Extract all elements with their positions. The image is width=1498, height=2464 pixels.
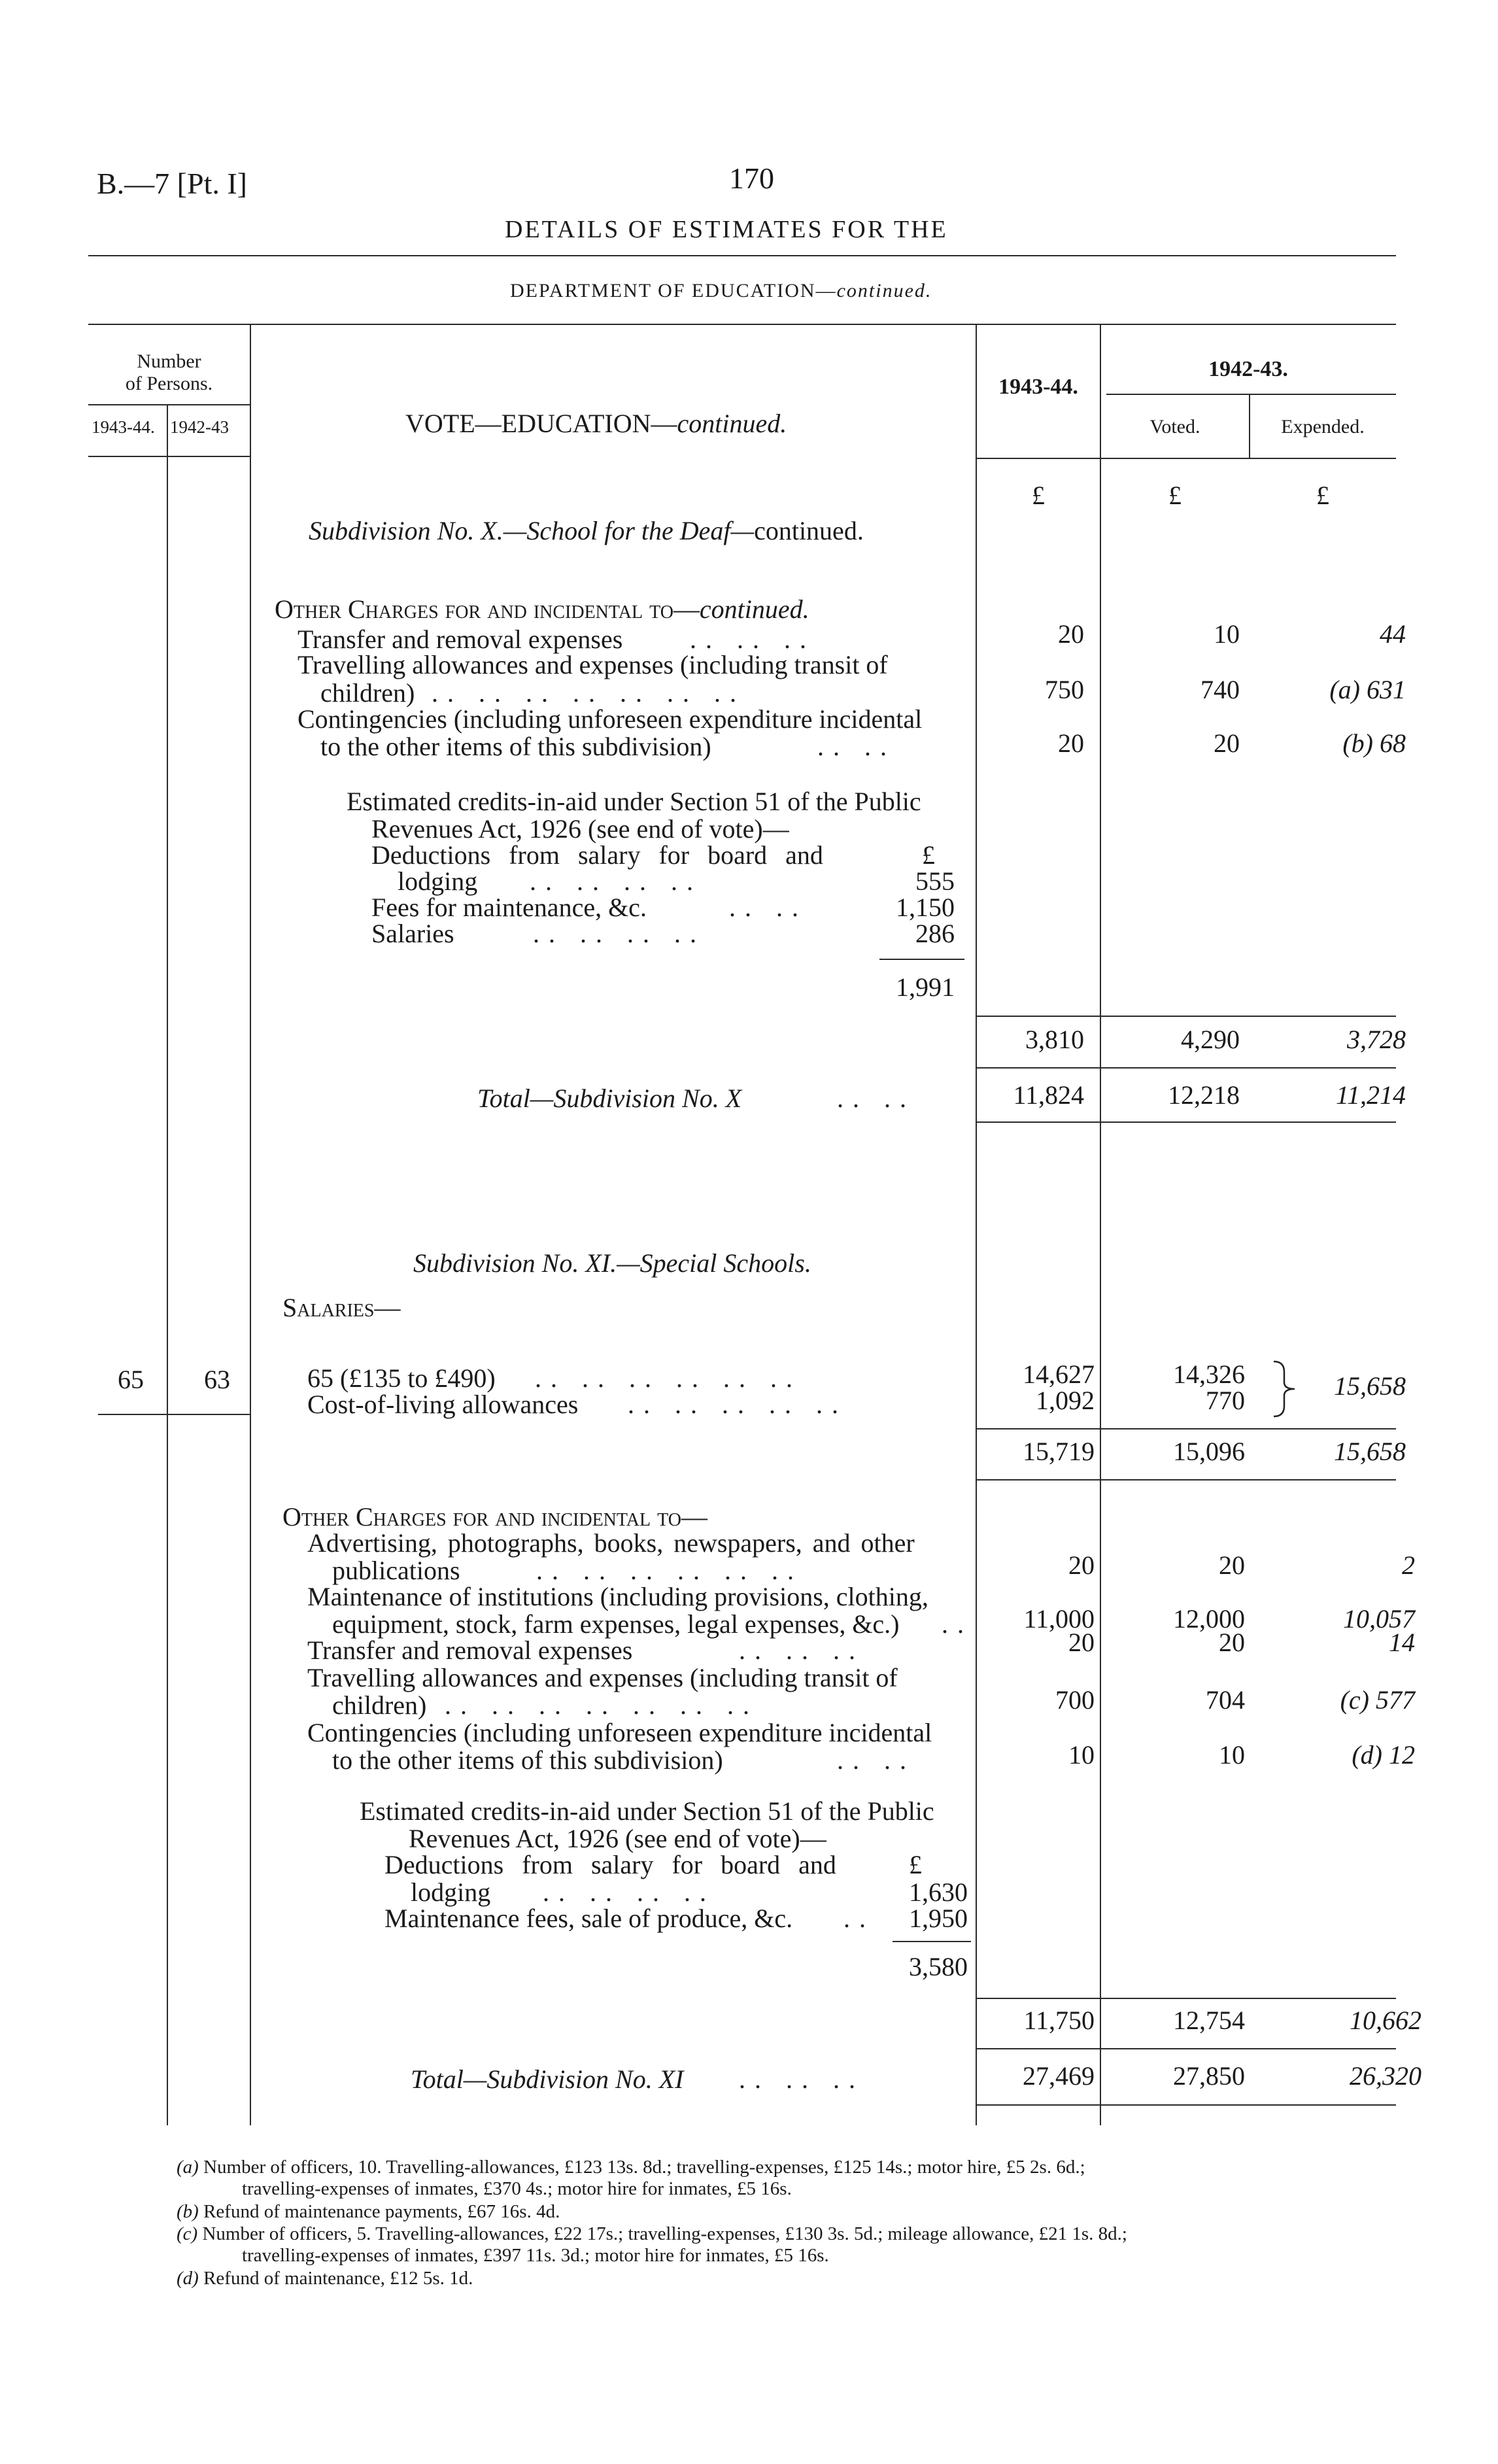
sub10-transfer-expended: 44 — [1380, 619, 1406, 649]
sub10-credit-deductions: Deductions from salary for board and — [371, 840, 823, 870]
sub10-contingencies-expended: (b) 68 — [1342, 728, 1406, 758]
sub10-transfer-1943: 20 — [1058, 619, 1084, 649]
leader-dots: .. .. .. .. .. — [628, 1390, 847, 1419]
sub11-salary-subtotal-1943: 15,719 — [1023, 1437, 1095, 1466]
sub11-contingencies-1943: 10 — [1068, 1740, 1095, 1770]
year-1942-rule — [1106, 394, 1396, 395]
department-heading: DEPARTMENT OF EDUCATION—continued. — [510, 280, 932, 301]
sub10-item-contingencies-cont: to the other items of this subdivision) — [320, 732, 711, 761]
persons-year-1943: 1943-44. — [92, 417, 155, 437]
sub10-credit-salaries: Salaries — [371, 919, 454, 948]
money-header-bottom-rule — [976, 458, 1396, 459]
sub10-subtotal-1943: 3,810 — [1025, 1025, 1084, 1054]
persons-count-rule — [98, 1414, 250, 1415]
title-rule — [88, 255, 1396, 256]
sub11-credits-intro-cont: Revenues Act, 1926 (see end of vote)— — [409, 1824, 826, 1853]
sub10-subtotal-expended: 3,728 — [1347, 1025, 1406, 1054]
sub11-maintenance-1943: 11,000 — [1023, 1604, 1095, 1634]
sub11-contingencies-expended: (d) 12 — [1352, 1740, 1415, 1770]
sub11-transfer-voted: 20 — [1219, 1628, 1245, 1657]
credits-total-rule — [893, 1941, 971, 1942]
sub11-maintenance-voted: 12,000 — [1173, 1604, 1245, 1634]
sub11-item-transfer: Transfer and removal expenses — [307, 1635, 633, 1665]
persons-column-divider — [250, 324, 251, 2125]
sub11-salary-subtotal-bottom-rule — [976, 1479, 1396, 1480]
sub11-travelling-voted: 704 — [1206, 1685, 1245, 1715]
persons-header-rule — [88, 404, 250, 405]
expended-header: Expended. — [1281, 416, 1365, 437]
sub11-credit-deductions: Deductions from salary for board and — [384, 1850, 836, 1879]
sub11-subtotal-1943: 11,750 — [1023, 2006, 1095, 2035]
credits-total-rule — [879, 959, 964, 960]
vote-heading: VOTE—EDUCATION—continued. — [405, 409, 787, 438]
sub10-credit-fees-amount: 1,150 — [896, 893, 955, 922]
persons-count-1943: 65 — [118, 1365, 144, 1394]
persons-count-1942: 63 — [204, 1365, 230, 1394]
year-1942-header: 1942-43. — [1208, 357, 1288, 381]
sub10-item-travelling-cont: children) — [320, 678, 415, 708]
sub10-contingencies-1943: 20 — [1058, 728, 1084, 758]
sub11-item-travelling-cont: children) — [332, 1690, 427, 1720]
sub11-item-travelling: Travelling allowances and expenses (including transit of — [307, 1663, 898, 1692]
sub10-credits-intro-cont: Revenues Act, 1926 (see end of vote)— — [371, 814, 789, 844]
sub11-cost-of-living: Cost-of-living allowances — [307, 1390, 579, 1419]
sub11-transfer-1943: 20 — [1068, 1628, 1095, 1657]
sub11-item-maintenance: Maintenance of institutions (including provisions, clothing, — [307, 1582, 928, 1611]
sub10-credits-intro: Estimated credits-in-aid under Section 51 of the Public — [347, 787, 921, 816]
sub11-item-maintenance-cont: equipment, stock, farm expenses, legal expenses, &c.) — [332, 1609, 900, 1639]
sub11-salary-expended: 15,658 — [1334, 1371, 1406, 1401]
sub11-salary-subtotal-rule — [976, 1428, 1396, 1429]
sub11-salary-subtotal-expended: 15,658 — [1334, 1437, 1406, 1466]
leader-dots: .. .. — [729, 893, 808, 922]
sub11-total-1943: 27,469 — [1023, 2061, 1095, 2091]
sub10-other-charges-heading: Other Charges for and incidental to—continued. — [275, 594, 809, 624]
sub10-credit-deductions-amount: 555 — [915, 866, 955, 896]
sub11-salary-grade-voted: 14,326 — [1173, 1360, 1245, 1389]
leader-dots: .. .. .. .. .. .. .. — [432, 678, 745, 708]
sub11-credits-intro: Estimated credits-in-aid under Section 51 of the Public — [360, 1796, 934, 1826]
sub11-advertising-voted: 20 — [1219, 1550, 1245, 1580]
leader-dots: .. .. .. .. — [530, 866, 702, 896]
sub10-total-bottom-rule — [976, 1121, 1396, 1123]
sub11-travelling-expended: (c) 577 — [1340, 1685, 1415, 1715]
sub11-salary-subtotal-voted: 15,096 — [1173, 1437, 1245, 1466]
pound-sign-1943: £ — [1032, 481, 1045, 510]
sub10-travelling-voted: 740 — [1200, 675, 1240, 704]
estimate-column-left-rule — [976, 324, 977, 2125]
sub10-item-transfer: Transfer and removal expenses — [298, 625, 623, 654]
sub11-cost-of-living-voted: 770 — [1206, 1386, 1245, 1415]
leader-dots: .. .. .. — [739, 2064, 864, 2094]
leader-dots: .. .. .. — [739, 1635, 864, 1665]
sub11-item-advertising-cont: publications — [332, 1556, 460, 1585]
sub10-credits-total: 1,991 — [896, 972, 955, 1002]
sub11-total-label: Total—Subdivision No. XI — [411, 2064, 684, 2094]
footnote-b: (b) Refund of maintenance payments, £67 16s. 4d. — [177, 2201, 560, 2222]
sub11-salary-grade-1943: 14,627 — [1023, 1360, 1095, 1389]
sub10-credit-salaries-amount: 286 — [915, 919, 955, 948]
sub11-subtotal-top-rule — [976, 1998, 1396, 1999]
subdivision-xi-heading: Subdivision No. XI.—Special Schools. — [413, 1248, 811, 1278]
page-title: DETAILS OF ESTIMATES FOR THE — [505, 216, 948, 243]
sub10-total-label: Total—Subdivision No. X — [477, 1084, 742, 1113]
leader-dots: .. .. — [837, 1084, 915, 1113]
voted-header: Voted. — [1149, 416, 1200, 437]
sub11-credits-total: 3,580 — [909, 1952, 968, 1981]
sub11-subtotal-expended: 10,662 — [1350, 2006, 1421, 2035]
subdivision-x-heading: Subdivision No. X.—School for the Deaf—continued. — [309, 516, 864, 545]
sub10-total-expended: 11,214 — [1335, 1080, 1406, 1110]
sub11-advertising-expended: 2 — [1402, 1550, 1415, 1580]
sub11-credit-maintenance-fees-amount: 1,950 — [909, 1904, 968, 1933]
footnote-d: (d) Refund of maintenance, £12 5s. 1d. — [177, 2268, 473, 2289]
sub11-credit-deductions-cont: lodging — [411, 1877, 491, 1907]
leader-dots: .. .. .. .. — [533, 919, 706, 948]
leader-dots: .. .. — [837, 1745, 915, 1775]
sub11-item-contingencies: Contingencies (including unforeseen expenditure incidental — [307, 1718, 932, 1747]
sub10-transfer-voted: 10 — [1214, 619, 1240, 649]
sub10-total-1943: 11,824 — [1013, 1080, 1084, 1110]
persons-year-1942: 1942-43 — [170, 417, 229, 437]
leader-dots: .. .. .. — [690, 625, 815, 654]
leader-dots: .. .. .. .. .. .. — [536, 1556, 803, 1585]
sub10-subtotal-top-rule — [976, 1016, 1396, 1017]
sub10-subtotal-voted: 4,290 — [1181, 1025, 1240, 1054]
page-number: 170 — [729, 162, 774, 195]
leader-dots: .. — [843, 1904, 875, 1933]
sub10-item-travelling: Travelling allowances and expenses (including transit of — [298, 650, 888, 679]
sub11-travelling-1943: 700 — [1055, 1685, 1095, 1715]
footnote-c: (c) Number of officers, 5. Travelling-allowances, £22 17s.; travelling-expenses, £130 3s. 5d.; mileage allowance, £21 1s. 8d.; travelling-expenses of inmates, £397 11s. 3d.; motor hire for inmates, £5 16s. — [177, 2223, 1127, 2267]
pound-sign-expended: £ — [1316, 481, 1329, 510]
leader-dots: .. .. .. .. .. .. .. — [445, 1690, 758, 1720]
credits-pound-sign: £ — [922, 840, 935, 870]
sub10-total-voted: 12,218 — [1168, 1080, 1240, 1110]
sub11-subtotal-voted: 12,754 — [1173, 2006, 1245, 2035]
pound-sign-voted: £ — [1168, 481, 1182, 510]
sub11-total-voted: 27,850 — [1173, 2061, 1245, 2091]
document-reference: B.—7 [Pt. I] — [97, 167, 247, 200]
sub11-cost-of-living-1943: 1,092 — [1036, 1386, 1095, 1415]
sub11-credit-deductions-amount: 1,630 — [909, 1877, 968, 1907]
sub11-transfer-expended: 14 — [1389, 1628, 1415, 1657]
sub11-salaries-heading: Salaries— — [282, 1293, 401, 1322]
leader-dots: .. .. .. .. .. .. — [535, 1363, 802, 1393]
sub11-advertising-1943: 20 — [1068, 1550, 1095, 1580]
leader-dots: .. .. .. .. — [543, 1877, 715, 1907]
sub10-item-contingencies: Contingencies (including unforeseen expenditure incidental — [298, 704, 923, 734]
sub11-maintenance-expended: 10,057 — [1343, 1604, 1415, 1634]
persons-header-bottom-rule — [88, 456, 250, 457]
leader-dots: .. — [942, 1609, 973, 1639]
sub11-item-advertising: Advertising, photographs, books, newspapers, and other — [307, 1528, 915, 1558]
right-brace-icon — [1270, 1359, 1299, 1419]
sub10-travelling-1943: 750 — [1045, 675, 1084, 704]
persons-title-line1: Number — [137, 351, 201, 372]
persons-title-line2: of Persons. — [125, 373, 213, 394]
sub10-contingencies-voted: 20 — [1214, 728, 1240, 758]
persons-year-divider — [167, 404, 168, 2125]
sub10-total-top-rule — [976, 1067, 1396, 1069]
sub11-total-top-rule — [976, 2048, 1396, 2049]
sub11-salary-grade: 65 (£135 to £490) — [307, 1363, 496, 1393]
sub11-other-charges-heading: Other Charges for and incidental to— — [282, 1502, 707, 1531]
sub10-credit-deductions-cont: lodging — [398, 866, 478, 896]
sub11-total-expended: 26,320 — [1350, 2061, 1421, 2091]
table-top-rule — [88, 324, 1396, 325]
voted-column-left-rule — [1100, 324, 1101, 2125]
leader-dots: .. .. — [817, 732, 896, 761]
sub11-contingencies-voted: 10 — [1219, 1740, 1245, 1770]
sub11-item-contingencies-cont: to the other items of this subdivision) — [332, 1745, 723, 1775]
footnote-a: (a) Number of officers, 10. Travelling-allowances, £123 13s. 8d.; travelling-expenses, £125 14s.; motor hire, £5 2s. 6d.; travelling-expenses of inmates, £370 4s.; motor hire for inmates, £5 16s. — [177, 2157, 1085, 2200]
sub10-travelling-expended: (a) 631 — [1329, 675, 1406, 704]
sub10-credit-fees: Fees for maintenance, &c. — [371, 893, 647, 922]
sub11-credit-maintenance-fees: Maintenance fees, sale of produce, &c. — [384, 1904, 793, 1933]
year-1943-header: 1943-44. — [998, 375, 1078, 399]
credits-pound-sign: £ — [909, 1850, 922, 1879]
sub11-total-bottom-rule — [976, 2104, 1396, 2106]
